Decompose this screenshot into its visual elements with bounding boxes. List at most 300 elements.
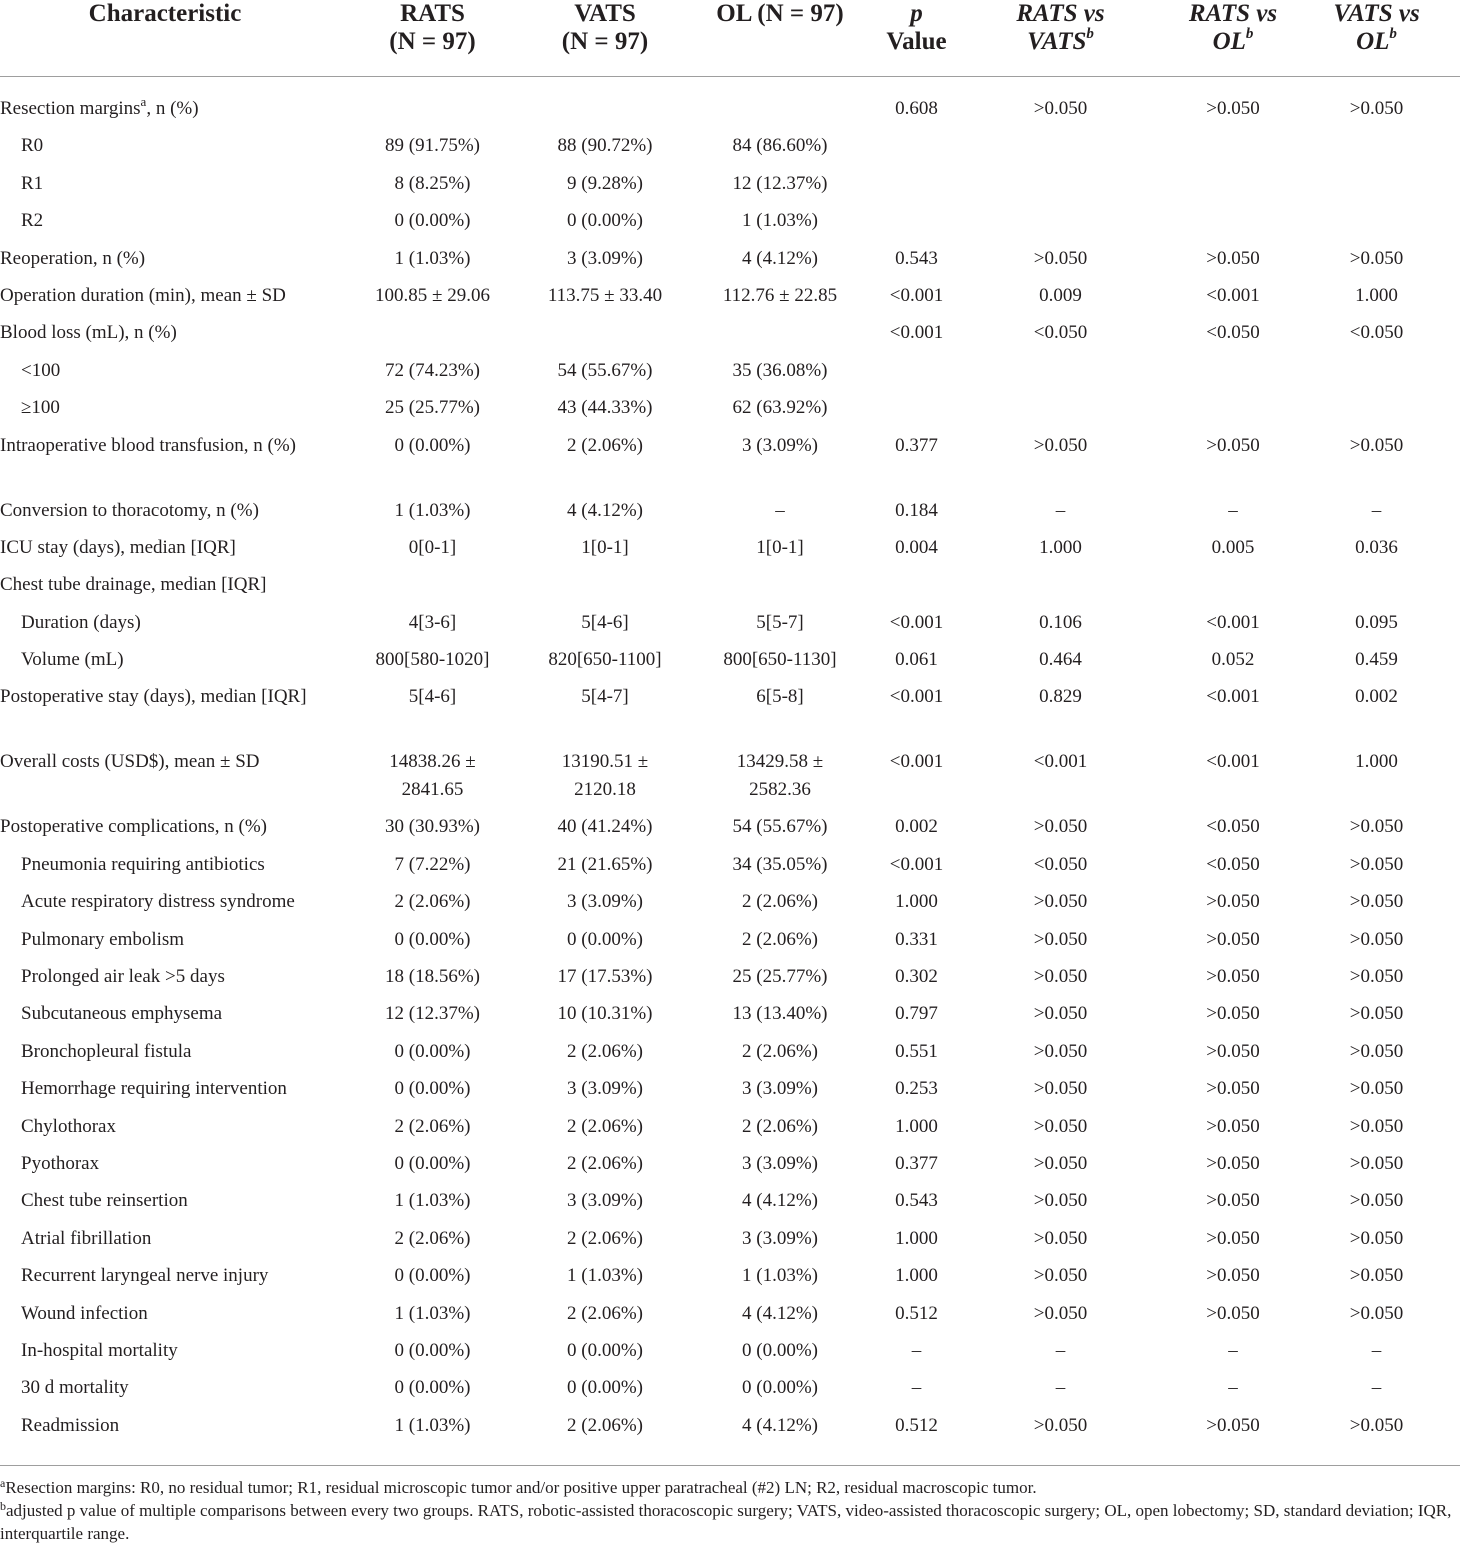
row-label: 30 d mortality bbox=[21, 1377, 129, 1399]
vats-value: 21 (21.65%) bbox=[557, 853, 653, 875]
table-row bbox=[0, 132, 1460, 169]
ol-value: 2 (2.06%) bbox=[742, 928, 818, 950]
vats-vs-ol-value: >0.050 bbox=[1349, 247, 1404, 269]
p-value: – bbox=[911, 1339, 922, 1361]
p-value: 1.000 bbox=[895, 1265, 938, 1287]
header-rats-vs-ol: RATS vs $OL^b$ bbox=[1173, 0, 1293, 77]
ol-value bbox=[675, 571, 885, 608]
rats-vs-vats-value: <0.001 bbox=[1033, 751, 1088, 773]
rats-vs-ol-value: >0.050 bbox=[1206, 247, 1260, 269]
vats-vs-ol-value: 1.000 bbox=[1355, 751, 1398, 773]
table-row bbox=[0, 282, 1460, 319]
p-value: 0.002 bbox=[895, 816, 938, 838]
p-value: 0.331 bbox=[895, 928, 938, 950]
rats-value: 5[4-6] bbox=[408, 686, 457, 708]
p-value: 0.551 bbox=[895, 1040, 938, 1062]
p-value: 0.184 bbox=[895, 499, 938, 521]
table-row bbox=[0, 170, 1460, 207]
rats-value bbox=[330, 77, 535, 133]
table-row bbox=[0, 1150, 1460, 1187]
rats-vs-vats-value bbox=[948, 571, 1173, 608]
rats-value: 2 (2.06%) bbox=[394, 1227, 471, 1249]
p-value: 0.377 bbox=[895, 434, 938, 456]
row-label: R2 bbox=[21, 210, 44, 232]
vats-value: 2 (2.06%) bbox=[567, 1414, 643, 1436]
vats-value bbox=[535, 77, 675, 133]
rats-vs-vats-value: <0.050 bbox=[1033, 853, 1088, 875]
row-label: Atrial fibrillation bbox=[21, 1227, 152, 1249]
vats-value: 3 (3.09%) bbox=[567, 891, 643, 913]
table-row bbox=[0, 1225, 1460, 1262]
rats-vs-ol-value: >0.050 bbox=[1206, 1040, 1260, 1062]
row-label: Acute respiratory distress syndrome bbox=[21, 891, 295, 913]
table-row bbox=[0, 963, 1460, 1000]
vats-vs-ol-value: – bbox=[1371, 1339, 1382, 1361]
p-value bbox=[885, 170, 948, 207]
vats-value: 2 (2.06%) bbox=[567, 1227, 643, 1249]
rats-vs-vats-value: 0.829 bbox=[1039, 686, 1082, 708]
footnote-mark-b: b bbox=[1086, 26, 1094, 42]
vats-value: 9 (9.28%) bbox=[567, 172, 643, 194]
vats-vs-ol-value: >0.050 bbox=[1349, 928, 1404, 950]
rats-vs-ol-value: >0.050 bbox=[1206, 1265, 1260, 1287]
rats-value: 18 (18.56%) bbox=[385, 966, 480, 988]
p-value bbox=[885, 132, 948, 169]
rats-vs-vats-value: – bbox=[1055, 499, 1066, 521]
rats-value bbox=[330, 571, 535, 608]
rats-vs-ol-value: <0.050 bbox=[1206, 853, 1260, 875]
ol-value: 2 (2.06%) bbox=[742, 1115, 818, 1137]
row-label: Prolonged air leak >5 days bbox=[21, 966, 225, 988]
vats-value: 54 (55.67%) bbox=[557, 359, 653, 381]
ol-value: 1 (1.03%) bbox=[742, 1265, 818, 1287]
row-label: Postoperative stay (days), median [IQR] bbox=[0, 686, 307, 708]
table-row bbox=[0, 926, 1460, 963]
vats-value: 13190.51 ± 2120.18 bbox=[561, 751, 649, 801]
vats-vs-ol-value: 0.459 bbox=[1355, 649, 1398, 671]
rats-value: 0 (0.00%) bbox=[394, 210, 471, 232]
vats-value: 88 (90.72%) bbox=[557, 135, 653, 157]
rats-value: 0 (0.00%) bbox=[394, 1152, 471, 1174]
rats-value: 25 (25.77%) bbox=[385, 397, 480, 419]
p-value: 0.543 bbox=[895, 1190, 938, 1212]
rats-vs-ol-value: >0.050 bbox=[1206, 891, 1260, 913]
vats-value: 2 (2.06%) bbox=[567, 1152, 643, 1174]
vats-vs-ol-value: 1.000 bbox=[1355, 284, 1398, 306]
rats-vs-ol-value: <0.001 bbox=[1206, 751, 1260, 773]
rats-value: 1 (1.03%) bbox=[394, 499, 471, 521]
vats-value bbox=[535, 319, 675, 356]
rats-vs-vats-value: >0.050 bbox=[1033, 1190, 1088, 1212]
header-p-value: p Value bbox=[885, 0, 948, 77]
ol-value: 3 (3.09%) bbox=[742, 434, 818, 456]
ol-value: 84 (86.60%) bbox=[732, 135, 828, 157]
p-value bbox=[885, 207, 948, 244]
table-header bbox=[0, 0, 1460, 77]
row-label: Conversion to thoracotomy, n (%) bbox=[0, 499, 259, 521]
rats-vs-vats-value bbox=[948, 394, 1173, 431]
ol-value: 112.76 ± 22.85 bbox=[722, 284, 838, 306]
rats-vs-vats-value: >0.050 bbox=[1033, 1152, 1088, 1174]
rats-vs-ol-value: >0.050 bbox=[1206, 434, 1260, 456]
rats-vs-vats-value: >0.050 bbox=[1033, 1302, 1088, 1324]
rats-vs-vats-value: – bbox=[1055, 1377, 1066, 1399]
p-value: 1.000 bbox=[895, 891, 938, 913]
rats-vs-vats-value: 1.000 bbox=[1039, 536, 1082, 558]
header-rats-vs-vats: RATS vs VATS$^b$ bbox=[948, 0, 1173, 77]
ol-value: 3 (3.09%) bbox=[742, 1078, 818, 1100]
p-value: <0.001 bbox=[889, 611, 944, 633]
rats-vs-vats-value: >0.050 bbox=[1033, 247, 1088, 269]
rats-vs-vats-value: >0.050 bbox=[1033, 98, 1088, 119]
p-value: 0.512 bbox=[895, 1414, 938, 1436]
row-label: Blood loss (mL), n (%) bbox=[0, 322, 177, 344]
p-value: 0.797 bbox=[895, 1003, 938, 1025]
row-label: Pulmonary embolism bbox=[21, 928, 185, 950]
vats-vs-ol-value bbox=[1293, 207, 1460, 244]
table-row bbox=[0, 432, 1460, 497]
vats-vs-ol-value bbox=[1293, 394, 1460, 431]
vats-value: 0 (0.00%) bbox=[567, 928, 643, 950]
vats-vs-ol-value: 0.036 bbox=[1355, 536, 1398, 558]
header-characteristic: Characteristic bbox=[0, 0, 330, 77]
row-label: Chest tube drainage, median [IQR] bbox=[0, 574, 267, 596]
rats-vs-ol-value: >0.050 bbox=[1206, 1414, 1260, 1436]
vats-vs-ol-value: – bbox=[1371, 1377, 1382, 1399]
rats-vs-ol-value: >0.050 bbox=[1206, 928, 1260, 950]
rats-value: 0 (0.00%) bbox=[394, 434, 471, 456]
rats-value: 0 (0.00%) bbox=[394, 928, 471, 950]
header-vats-vs-ol: VATS vs $OL^b$ bbox=[1293, 0, 1460, 77]
rats-vs-ol-value: >0.050 bbox=[1206, 1190, 1260, 1212]
row-label: Wound infection bbox=[21, 1302, 148, 1324]
row-label: Bronchopleural fistula bbox=[21, 1040, 192, 1062]
rats-value: 4[3-6] bbox=[408, 611, 457, 633]
ol-value: 6[5-8] bbox=[756, 686, 804, 708]
vats-value: 820[650-1100] bbox=[548, 649, 662, 671]
ol-value: 13 (13.40%) bbox=[732, 1003, 828, 1025]
vats-value: 5[4-7] bbox=[581, 686, 629, 708]
ol-value bbox=[675, 77, 885, 133]
header-ol: OL (N = 97) bbox=[675, 0, 885, 77]
p-value: <0.001 bbox=[889, 284, 944, 306]
ol-value: 62 (63.92%) bbox=[732, 397, 828, 419]
rats-vs-vats-value: >0.050 bbox=[1033, 1414, 1088, 1436]
p-value: 0.302 bbox=[895, 966, 938, 988]
row-label: Intraoperative blood transfusion, n (%) bbox=[0, 434, 296, 456]
ol-value: 2 (2.06%) bbox=[742, 891, 818, 913]
ol-value: 4 (4.12%) bbox=[742, 1414, 818, 1436]
rats-vs-ol-value: >0.050 bbox=[1206, 1227, 1260, 1249]
vats-value: 40 (41.24%) bbox=[557, 816, 653, 838]
rats-vs-vats-value: >0.050 bbox=[1033, 1078, 1088, 1100]
p-value bbox=[885, 394, 948, 431]
rats-vs-ol-value: >0.050 bbox=[1206, 1302, 1260, 1324]
row-label: Operation duration (min), mean ± SD bbox=[0, 284, 286, 306]
p-value: <0.001 bbox=[889, 322, 944, 344]
rats-vs-vats-value: – bbox=[1055, 1339, 1066, 1361]
table-body bbox=[0, 77, 1460, 1466]
p-value: 0.253 bbox=[895, 1078, 938, 1100]
rats-value: 2 (2.06%) bbox=[394, 891, 471, 913]
vats-vs-ol-value: >0.050 bbox=[1349, 1302, 1404, 1324]
vats-value: 0 (0.00%) bbox=[567, 1377, 643, 1399]
table-row bbox=[0, 1337, 1460, 1374]
rats-vs-ol-value: >0.050 bbox=[1206, 1078, 1260, 1100]
footnote-mark-a: a bbox=[140, 94, 147, 109]
table-footnotes bbox=[0, 1465, 1460, 1545]
table-row bbox=[0, 207, 1460, 244]
vats-vs-ol-value: 0.002 bbox=[1355, 686, 1398, 708]
footnote-mark-b: b bbox=[1245, 26, 1254, 42]
rats-value: 30 (30.93%) bbox=[385, 816, 480, 838]
rats-vs-vats-value: >0.050 bbox=[1033, 1115, 1088, 1137]
row-label: Recurrent laryngeal nerve injury bbox=[21, 1265, 269, 1287]
vats-vs-ol-value: >0.050 bbox=[1349, 1265, 1404, 1287]
p-value: 0.377 bbox=[895, 1152, 938, 1174]
row-label: ICU stay (days), median [IQR] bbox=[0, 536, 236, 558]
table-row bbox=[0, 1113, 1460, 1150]
table-row bbox=[0, 851, 1460, 888]
ol-value: 3 (3.09%) bbox=[742, 1152, 818, 1174]
table-row bbox=[0, 646, 1460, 683]
rats-vs-ol-value: – bbox=[1228, 1339, 1238, 1361]
ol-value: 1[0-1] bbox=[756, 536, 804, 558]
row-label: Resection margins$^a$, n (%) bbox=[0, 94, 199, 119]
ol-value: 2 (2.06%) bbox=[742, 1040, 818, 1062]
rats-vs-ol-value bbox=[1173, 357, 1293, 394]
p-value: 1.000 bbox=[895, 1115, 938, 1137]
table-row bbox=[0, 319, 1460, 356]
rats-value: 100.85 ± 29.06 bbox=[375, 284, 490, 306]
p-value: 0.512 bbox=[895, 1302, 938, 1324]
p-value: 1.000 bbox=[895, 1227, 938, 1249]
table-row bbox=[0, 888, 1460, 925]
rats-vs-ol-value: >0.050 bbox=[1206, 1115, 1260, 1137]
rats-vs-vats-value: >0.050 bbox=[1033, 1265, 1088, 1287]
vats-vs-ol-value: >0.050 bbox=[1349, 1003, 1404, 1025]
table-row bbox=[0, 357, 1460, 394]
vats-value: 3 (3.09%) bbox=[567, 247, 643, 269]
vats-vs-ol-value: <0.050 bbox=[1349, 322, 1404, 344]
vats-value: 113.75 ± 33.40 bbox=[547, 284, 663, 306]
rats-vs-vats-value bbox=[948, 132, 1173, 169]
ol-value: 800[650-1130] bbox=[723, 649, 837, 671]
ol-value bbox=[675, 319, 885, 356]
vats-vs-ol-value: >0.050 bbox=[1349, 98, 1404, 119]
row-label: Subcutaneous emphysema bbox=[21, 1003, 223, 1025]
vats-vs-ol-value: >0.050 bbox=[1349, 891, 1404, 913]
rats-value: 8 (8.25%) bbox=[394, 172, 471, 194]
vats-value: 43 (44.33%) bbox=[557, 397, 653, 419]
ol-value: 35 (36.08%) bbox=[732, 359, 828, 381]
rats-vs-vats-value: >0.050 bbox=[1033, 966, 1088, 988]
rats-vs-vats-value: >0.050 bbox=[1033, 1040, 1088, 1062]
vats-vs-ol-value bbox=[1293, 357, 1460, 394]
rats-vs-vats-value bbox=[948, 170, 1173, 207]
footnote-a: $^a$Resection margins: R0, no residual tumor; R1, residual microscopic tumor and/or positive upper paratracheal (#2) LN; R2, residual macroscopic tumor. bbox=[0, 1476, 1037, 1498]
vats-value: 2 (2.06%) bbox=[567, 1040, 643, 1062]
rats-vs-ol-value: >0.050 bbox=[1206, 1152, 1260, 1174]
rats-vs-ol-value: <0.001 bbox=[1206, 686, 1260, 708]
vats-vs-ol-value: >0.050 bbox=[1349, 1115, 1404, 1137]
rats-vs-ol-value: >0.050 bbox=[1206, 966, 1260, 988]
footnote-b: $^b$adjusted p value of multiple comparisons between every two groups. RATS, robotic-assisted thoracoscopic surgery; VATS, video-assisted thoracoscopic surgery; OL, open lobectomy; SD, standard deviation; IQR, interquartile range. bbox=[0, 1499, 1452, 1544]
vats-value: 2 (2.06%) bbox=[567, 1302, 643, 1324]
rats-vs-vats-value bbox=[948, 357, 1173, 394]
vats-vs-ol-value: 0.095 bbox=[1355, 611, 1398, 633]
rats-vs-vats-value: <0.050 bbox=[1033, 322, 1088, 344]
table-row bbox=[0, 497, 1460, 534]
rats-value: 0[0-1] bbox=[408, 536, 457, 558]
ol-value: 34 (35.05%) bbox=[732, 853, 828, 875]
row-label: In-hospital mortality bbox=[21, 1339, 178, 1361]
row-label: <100 bbox=[21, 359, 61, 381]
rats-vs-ol-value: <0.050 bbox=[1206, 816, 1260, 838]
p-value: <0.001 bbox=[889, 853, 944, 875]
table-row bbox=[0, 1300, 1460, 1337]
ol-value: 0 (0.00%) bbox=[742, 1377, 818, 1399]
table-row bbox=[0, 748, 1460, 813]
rats-vs-ol-value: – bbox=[1228, 1377, 1238, 1399]
rats-vs-ol-value: 0.052 bbox=[1211, 649, 1255, 671]
rats-vs-vats-value: 0.464 bbox=[1039, 649, 1082, 671]
rats-value: 72 (74.23%) bbox=[385, 359, 480, 381]
vats-value bbox=[535, 571, 675, 608]
vats-value: 4 (4.12%) bbox=[567, 499, 643, 521]
row-label: Reoperation, n (%) bbox=[0, 247, 146, 269]
row-label: Readmission bbox=[21, 1414, 120, 1436]
table-row bbox=[0, 77, 1460, 133]
rats-vs-ol-value bbox=[1173, 207, 1293, 244]
vats-vs-ol-value: >0.050 bbox=[1349, 1152, 1404, 1174]
vats-vs-ol-value: >0.050 bbox=[1349, 853, 1404, 875]
vats-value: 0 (0.00%) bbox=[567, 1339, 643, 1361]
vats-vs-ol-value bbox=[1293, 571, 1460, 608]
row-label: Pneumonia requiring antibiotics bbox=[21, 853, 265, 875]
vats-vs-ol-value: >0.050 bbox=[1349, 1190, 1404, 1212]
rats-value bbox=[330, 319, 535, 356]
p-value: <0.001 bbox=[889, 751, 944, 773]
vats-value: 10 (10.31%) bbox=[557, 1003, 653, 1025]
row-label: R0 bbox=[21, 135, 44, 157]
ol-value: 3 (3.09%) bbox=[742, 1227, 818, 1249]
p-value: 0.004 bbox=[895, 536, 938, 558]
rats-vs-ol-value: <0.001 bbox=[1206, 611, 1260, 633]
ol-value: 0 (0.00%) bbox=[742, 1339, 818, 1361]
ol-value: 5[5-7] bbox=[756, 611, 804, 633]
rats-value: 1 (1.03%) bbox=[394, 247, 471, 269]
vats-vs-ol-value: – bbox=[1371, 499, 1382, 521]
rats-value: 7 (7.22%) bbox=[394, 853, 471, 875]
vats-vs-ol-value: >0.050 bbox=[1349, 816, 1404, 838]
rats-value: 0 (0.00%) bbox=[394, 1265, 471, 1287]
rats-vs-vats-value: >0.050 bbox=[1033, 1227, 1088, 1249]
row-label: R1 bbox=[21, 172, 44, 194]
vats-value: 5[4-6] bbox=[581, 611, 629, 633]
rats-value: 14838.26 ± 2841.65 bbox=[389, 751, 476, 801]
rats-vs-vats-value: >0.050 bbox=[1033, 891, 1088, 913]
row-label: Chylothorax bbox=[21, 1115, 116, 1137]
table-row bbox=[0, 609, 1460, 646]
table-row bbox=[0, 534, 1460, 571]
vats-value: 3 (3.09%) bbox=[567, 1078, 643, 1100]
p-value: 0.608 bbox=[895, 98, 938, 119]
rats-value: 0 (0.00%) bbox=[394, 1040, 471, 1062]
table-row bbox=[0, 1374, 1460, 1411]
ol-value: 54 (55.67%) bbox=[732, 816, 828, 838]
p-value: – bbox=[911, 1377, 922, 1399]
table-row bbox=[0, 571, 1460, 608]
rats-vs-ol-value: <0.050 bbox=[1206, 322, 1260, 344]
rats-value: 89 (91.75%) bbox=[385, 135, 480, 157]
row-label: Pyothorax bbox=[21, 1152, 100, 1174]
rats-vs-ol-value: >0.050 bbox=[1206, 98, 1260, 119]
p-value bbox=[885, 357, 948, 394]
table-row bbox=[0, 394, 1460, 431]
rats-vs-vats-value: >0.050 bbox=[1033, 1003, 1088, 1025]
rats-value: 0 (0.00%) bbox=[394, 1377, 471, 1399]
row-label: ≥100 bbox=[21, 397, 60, 419]
table-row bbox=[0, 1038, 1460, 1075]
rats-vs-vats-value bbox=[948, 207, 1173, 244]
footnote-mark-b: b bbox=[1389, 26, 1397, 42]
ol-value: 4 (4.12%) bbox=[742, 247, 818, 269]
table-row bbox=[0, 1075, 1460, 1112]
row-label: Overall costs (USD$), mean ± SD bbox=[0, 751, 260, 773]
rats-value: 0 (0.00%) bbox=[394, 1078, 471, 1100]
vats-vs-ol-value: >0.050 bbox=[1349, 1227, 1404, 1249]
vats-vs-ol-value: >0.050 bbox=[1349, 966, 1404, 988]
table-row bbox=[0, 245, 1460, 282]
vats-value: 1 (1.03%) bbox=[567, 1265, 643, 1287]
rats-value: 12 (12.37%) bbox=[385, 1003, 480, 1025]
row-label: Postoperative complications, n (%) bbox=[0, 816, 267, 838]
header-rats: RATS (N = 97) bbox=[330, 0, 535, 77]
table-row bbox=[0, 1000, 1460, 1037]
vats-value: 3 (3.09%) bbox=[567, 1190, 643, 1212]
rats-vs-ol-value bbox=[1173, 394, 1293, 431]
rats-value: 2 (2.06%) bbox=[394, 1115, 471, 1137]
table-row bbox=[0, 1262, 1460, 1299]
rats-value: 1 (1.03%) bbox=[394, 1302, 471, 1324]
p-value: 0.061 bbox=[895, 649, 938, 671]
row-label: Chest tube reinsertion bbox=[21, 1190, 188, 1212]
vats-value: 0 (0.00%) bbox=[567, 210, 643, 232]
ol-value: 13429.58 ± 2582.36 bbox=[736, 751, 824, 801]
ol-value: 4 (4.12%) bbox=[742, 1190, 818, 1212]
vats-value: 17 (17.53%) bbox=[557, 966, 653, 988]
ol-value: 4 (4.12%) bbox=[742, 1302, 818, 1324]
vats-vs-ol-value: >0.050 bbox=[1349, 1414, 1404, 1436]
ol-value: 12 (12.37%) bbox=[732, 172, 828, 194]
vats-vs-ol-value: >0.050 bbox=[1349, 1078, 1404, 1100]
ol-value: 1 (1.03%) bbox=[742, 210, 818, 232]
row-label: Duration (days) bbox=[21, 611, 141, 633]
vats-vs-ol-value bbox=[1293, 170, 1460, 207]
rats-vs-ol-value: – bbox=[1228, 499, 1238, 521]
rats-vs-ol-value bbox=[1173, 170, 1293, 207]
vats-vs-ol-value: >0.050 bbox=[1349, 1040, 1404, 1062]
rats-value: 1 (1.03%) bbox=[394, 1190, 471, 1212]
vats-value: 1[0-1] bbox=[581, 536, 629, 558]
p-value: 0.543 bbox=[895, 247, 938, 269]
rats-vs-vats-value: 0.009 bbox=[1039, 284, 1082, 306]
ol-value: – bbox=[775, 499, 785, 521]
table-row bbox=[0, 683, 1460, 748]
vats-vs-ol-value: >0.050 bbox=[1349, 434, 1404, 456]
rats-vs-vats-value: 0.106 bbox=[1039, 611, 1082, 633]
